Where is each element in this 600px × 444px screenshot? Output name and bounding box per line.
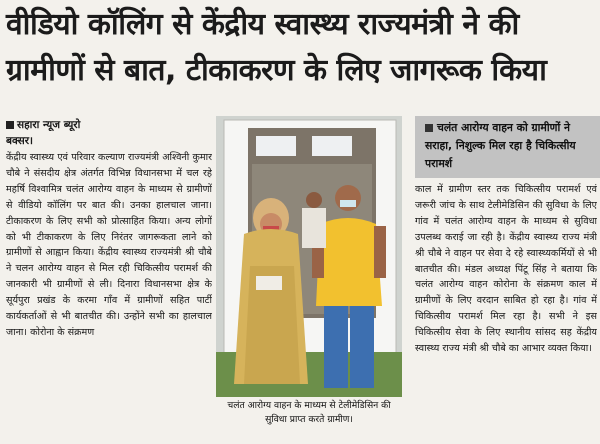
headline: [6, 2, 594, 94]
article-column-right: [415, 182, 597, 444]
article-body-right: काल में ग्रामीण स्तर तक चिकित्सीय परामर्श एवं जरूरी जांच के साथ टेलीमेडिसिन की सुविधा के लिए गांव में चलंत आरोग्य वाहन के माध्यम से सुविधा उपलब्ध कराई जा रही है। केंद्रीय स्वास्थ्य राज्य मंत्री श्री चौबे ने वाहन पर सेवा दे रहे स्वास्थ्यकर्मियों से भी बातचीत की। मंडल अध्यक्ष पिंटू सिंह ने बताया कि चलंत आरोग्य वाहन कोरोना के संक्रमण काल में ग्रामीणों के लिए वरदान साबित हो रहा है। गांव में चिकित्सीय परामर्श मिल रहा है। सभी ने इस चिकित्सीय सेवा के लिए स्थानीय सांसद सह केंद्रीय स्वास्थ्य राज्य मंत्री श्री चौबे का आभार व्यक्त किया।: [415, 184, 597, 355]
byline: [6, 118, 212, 132]
dateline: बक्सर।: [6, 135, 34, 147]
news-photo: [216, 116, 402, 397]
article-body-left: केंद्रीय स्वास्थ्य एवं परिवार कल्याण राज्यमंत्री अश्विनी कुमार चौबे ने संसदीय क्षेत्र अंतर्गत विभिन्न विधानसभा में चल रहे महर्षि विश्वामित्र चलंत आरोग्य वाहन के माध्यम से ग्रामीणों से वीडियो कॉलिंग पर बात की। उनका हालचाल जाना। टीकाकरण के लिए सभी को प्रोत्साहित किया। अन्य लोगों को भी टीकाकरण के लिए निरंतर जागरूकता लाने को ग्रामीणों से आह्वान किया। केंद्रीय स्वास्थ्य राज्यमंत्री श्री चौबे ने चलन आरोग्य वाहन से मिल रही चिकित्सीय परामर्श की जानकारी भी ग्रामीणों से ली। दिनारा विधानसभा क्षेत्र के सूर्यपुरा प्रखंड के करमा गाँव में ग्रामीणों सहित पार्टी कार्यकर्ताओं से भी बातचीत की। उन्होंने सभी का हालचाल जाना। कोरोना के संक्रमण: [6, 152, 212, 338]
article-column-left: [6, 118, 212, 444]
headline-line-2: ग्रामीणों से बात, टीकाकरण के लिए जागरूक किया: [6, 53, 547, 88]
headline-line-1: वीडियो कॉलिंग से केंद्रीय स्वास्थ्य राज्यमंत्री ने की: [6, 7, 519, 42]
bullet-square-icon: [6, 121, 14, 129]
callout-box: [415, 116, 600, 178]
photo-caption: चलंत आरोग्य वाहन के माध्यम से टेलीमेडिसिन की सुविधा प्राप्त करते ग्रामीण।: [227, 400, 391, 425]
callout-text: चलंत आरोग्य वाहन को ग्रामीणों ने सराहा, निशुल्क मिल रहा है चिकित्सीय परामर्श: [425, 121, 576, 170]
ambulance-photo-illustration: [216, 116, 402, 397]
bullet-square-icon: [425, 124, 433, 132]
byline-text: सहारा न्यूज ब्यूरो: [17, 119, 81, 131]
